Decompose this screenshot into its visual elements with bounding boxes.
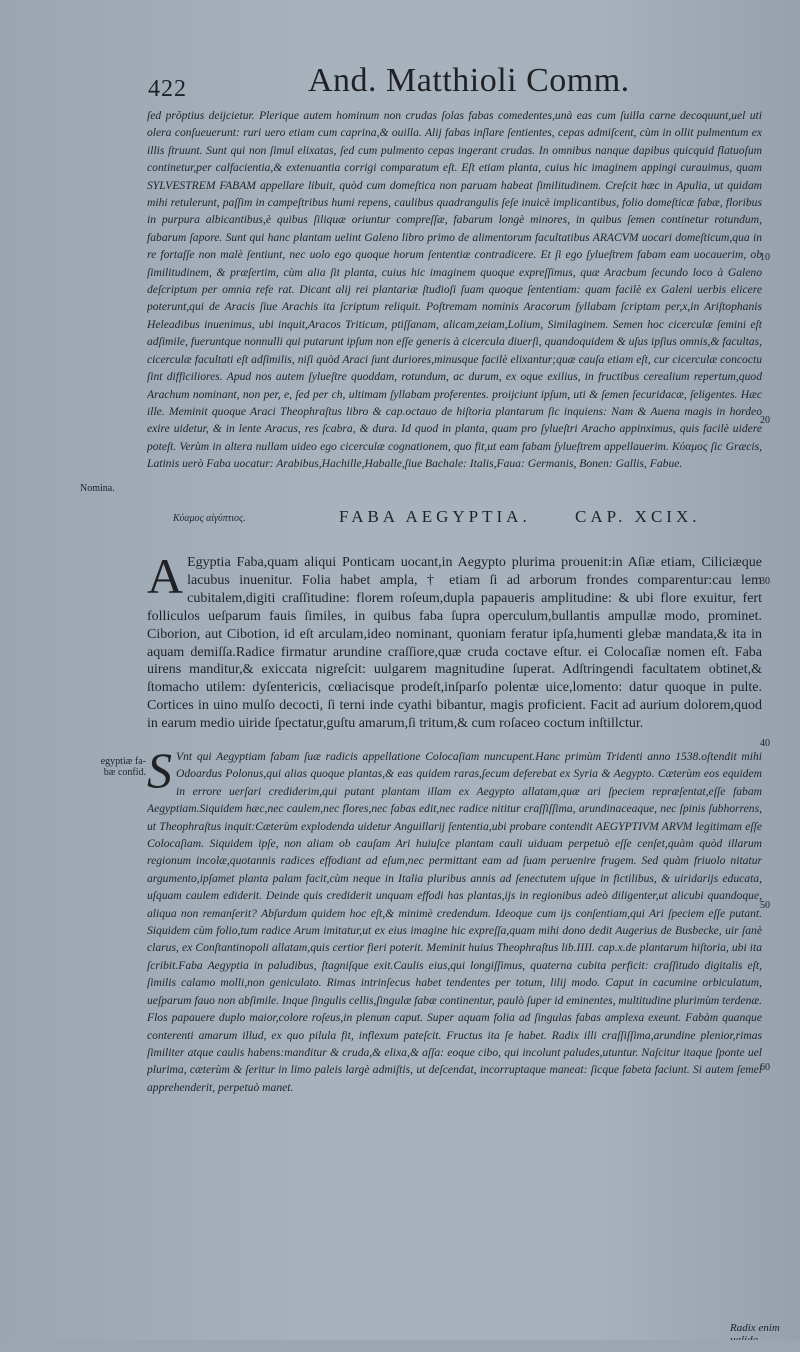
line-number: 50 <box>760 900 770 911</box>
paragraph-text: Vnt qui Aegyptiam fabam ſuæ radicis appellatione Colocaſiam nuncupent.Hanc primùm Tridenti anno 1538.oſtendit mihi Odoardus Polonus,qui alias quoque plantas,& eas quidem raras,ſecum deferebat ex Syria & Aegypto. Cæterùm eos equidem in errore uerſari crediderim,qui putant plantam illam ex Aegypto allatam,quæ ari ſpeciem repræſentat,eſſe fabam Aegyptiam.Siquidem hæc,nec caulem,nec flores,nec fabas edit,nec radice nititur craſſiſſima, arundinaceaque, nec ſpinis ſubhorrens, ut Theophraſtus inquit:Cæterùm explodenda uidetur Anguillarij ſententia,ubi probare contendit AEGYPTIVM ARVM legitimam eſſe Colocaſiam. Siquidem ipſe, non aliam ob cauſam Ari huiuſce plantam cauli uiduam perpetuò eſſe cenſet,quàm quòd illarum regionum incolæ,quotannis radices effodiant ad eſum,nec permittant eam ad ſuam peruenire frugem. Sed quàm friuolo nitatur argumento,ipſamet planta palam facit,cùm neque in Italia pluribus annis ad ſenectutem uſque in fictilibus, & uiridarijs educata, uſquam caulem ediderit. Deinde quis crediderit unquam effodi has plantas,ijs in regionibus adeò diligenter,ut alicubi quandoque, aliqua non remanſerit? Abſurdum quidem hoc eſt,& minimè credendum. Ideoque cum ijs conſentiam,qui Ari ſpeciem eſſe putant. Siquidem cùm folio,tum radice Arum imitatur,ut ex eius imagine hic expreſſa,quam mihi dono dedit Augerius de Busbecke, uir ſanè clarus, ex Conſtantinopoli allatam,quis certior fieri poterit. Meminit huius Theophraſtus lib.IIII. cap.x.de plantarum hiſtoria, ubi ita ſcribit.Faba Aegyptia in paludibus, ſtagniſque exit.Caulis eius,qui longiſſimus, quaterna cubita perficit: craſſitudo digitalis eſt, ſimilis calamo molli,non geniculato. Rimas intrinſecus habet tendentes per totum, lilij modo. Caput in cacumine orbiculatum, ueſparum fauo non abſimile. Inque ſingulis cellis,ſingulæ fabæ continentur, paulò ſuper id eminentes, multitudine plurimùm terdenæ. Flos papauere duplo maior,colore roſeus,in plenum caput. Super aquam folia ad ſingulas fabas amplexa exeunt. Fabàm quanque conterenti amarum illud, ex quo pilula fit, inflexum pateſcit. Fructus ita ſe habet. Radix illi craſſiſſima,arundine plenior,rimas ſimiliter atque caulis habens:manditur & cruda,& elixa,& aſſa: eoque cibo, qui incolunt paludes,utuntur. Naſcitur itaque ſponte uel plurima, cæterùm & ſeritur in limo paleis largè admiſtis, ut deſcendat, incorruptaque maneat: ſicque fabeta faciunt. Si autem ſemel apprehenderit, perpetuò manet. <box>147 750 762 1094</box>
greek-name: Κύαμος αἰγύπτιος. <box>173 513 246 524</box>
line-number: 40 <box>760 738 770 749</box>
paragraph-text: Egyptia Faba,quam aliqui Ponticam uocant,in Aegypto plurima prouenit:in Aſiæ etiam, Ciliciæque lacubus inuenitur. Folia habet ampla, † etiam ſi ad arborum frondes comparentur:cau lem cubitalem,digiti craſſitudine: florem roſeum,dupla papaueris amplitudine: & ubi flore exuitur, fert folliculos ueſparum fauis ſimiles, in quibus faba ſupra operculum,bullantis ampullæ modo, prominet. Ciborion, aut Cibotion, id eſt arculam,ideo nominant, quoniam feratur ipſa,humenti glebæ mandata,& ita in aquam demiſſa.Radice firmatur arundine craſſiore,quæ cruda coctave eſtur. ei Colocaſiæ nomen eſt. Faba uirens manditur,& exiccata nigreſcit: uulgarem magnitudine ſuperat. Adſtringendi facultatem obtinet,& ſtomacho utilem: dyſentericis, cœliacisque prodeſt,inſparſo polentæ uice,lomento: datur quoque in pulte. Cortices in uino mulſo decocti, ſi terni inde cyathi bibantur, magis proficient. Facit ad aurium dolorem,quod in earum medio uiride ſpectatur,guſtu amarum,ſi tritum,& cum roſaceo coctum inſtillctur. <box>147 555 762 732</box>
margin-note-nomina: Nomina. <box>80 483 115 494</box>
running-head: And. Matthioli Comm. <box>308 62 630 99</box>
catchword: Radix enim <box>730 1322 780 1334</box>
chapter-number: CAP. XCIX. <box>575 507 701 526</box>
page-edge <box>0 1340 800 1352</box>
line-number: 30 <box>760 576 770 587</box>
line-number: 10 <box>760 252 770 263</box>
drop-cap: S <box>147 748 172 798</box>
page-header <box>148 62 708 104</box>
commentary-paragraph-2 <box>147 748 762 1308</box>
margin-note-line: bæ confid. <box>103 767 146 778</box>
page-number: 422 <box>148 76 187 102</box>
chapter-title: FABA AEGYPTIA. <box>339 507 531 526</box>
margin-note-egyptiae <box>82 756 146 778</box>
commentary-paragraph-1: ſed prōptius deijcietur. Plerique autem hominum non crudas ſolas fabas comedentes,unà eas cum ſuilla carne decoquunt,uel uti olera conſueuerunt: ruri uero etiam cum caprina,& ouilla. Alij fabas inſlare ſentientes, cepas admiſcent, cùm in ollit pulmentum ex illis ſtruunt. Sunt qui non ſimul elixatas, ſed cum pulmento cepas ingerant crudas. In omnibus nanque dapibus quicquid flatuoſum continetur,per calfacientia,& extenuantia corrigi comparatum eſt. Eſt etiam planta, cuius hic imaginem appingi curauimus, quam SYLVESTREM FABAM appellare libuit, quòd cum domeſtica non paruam habeat ſimilitudinem. Creſcit hæc in Apulia, ut quidam mihi retulerunt, paſſim in campeſtribus humi repens, caulibus quadrangulis ſeſe inuicè implicantibus, folio domeſticæ fabæ, floribus in purpura albicantibus,è quibus ſiliquæ oriuntur compreſſæ, fabarum longè minores, in quibus ſemen continetur rotundum, fabarum ſapore. Sunt qui hanc plantam uelint Galeno libro primo de alimentorum facultatibus ARACVM uocari domeſticum,qua in re fortaſſe non malè ſentiunt, nec uolo ego quoque horum ſententiæ contradicere. Et ſi ego ſylueſtrem fabam eam uocauerim, ob ſimilitudinem, & præſertim, cùm alia ſit planta, cuius hic imaginem quoque expreſſimus, quæ Aracbum ſecundo loco à Galeno deſcriptum per omnia refe rat. Dicant alij rei plantariæ ſtudioſi ſuam quoque ſententiam: quam facilè ex Galeni uerbis elicere poterunt,qui de Aracis ſiue Arachis ita ſcriptum reliquit. Poſtremam nominis Aracorum ſyllabam ſcriptam per,x,in Ariſtophanis Heleadibus inuenimus, ubi inquit,Aracos Triticum, ptiſſanam, alicam,zeiam,Lolium, Similaginem. Semen hoc cicerculæ ſemini eſt adſimile, fueruntque nonnulli qui putarunt ipſum non eſſe generis à cicercula diuerſi, quandoquidem & uſus ipſius omnis,& facultas, cicerculæ facultati eſt adſimilis, niſi quòd Araci ſunt duriores,minusque facilè elixantur;quæ cauſa etiam eſt, cur cicerculæ concoctu ſint difficiliores. Apud nos autem ſylueſtre quoddam, rotundum, ac durum, ex oque exilius, in fructibus cerealium repertum,quod Arachum nominant, non per, e, ſed per ch, ultimam ſyllabam proferentes. proijciunt ipſum, uti & ſemen ſecuridacæ, ſeligentes. Hæc ille. Meminit quoque Araci Theophraſtus libro & cap.octauo de hiſtoria plantarum ſic inquiens: Nam & Auena magis in hordeo exire uidetur, & in lente Aracus, res ſcabra, & dura. Id quod in planta, quam pro ſylueſtri Aracho appinximus, quis facilè uidere poteſt. Verùm in altera nullam uideo ego cicerculæ cognationem, quo fit,ut eam fabam ſylueſtrem appellauerim. Κύαμος ſic Græcis, Latinis uerò Faba uocatur: Arabibus,Hachille,Haballe,ſiue Bachale: Italis,Faua: Germanis, Bonen: Gallis, Fabue. <box>147 109 762 471</box>
drop-cap: A <box>147 554 184 604</box>
line-number: 20 <box>760 415 770 426</box>
chapter-heading <box>147 507 762 531</box>
margin-note-line: egyptiæ fa- <box>100 756 146 767</box>
line-number: 60 <box>760 1062 770 1073</box>
dioscorides-paragraph <box>147 554 762 734</box>
